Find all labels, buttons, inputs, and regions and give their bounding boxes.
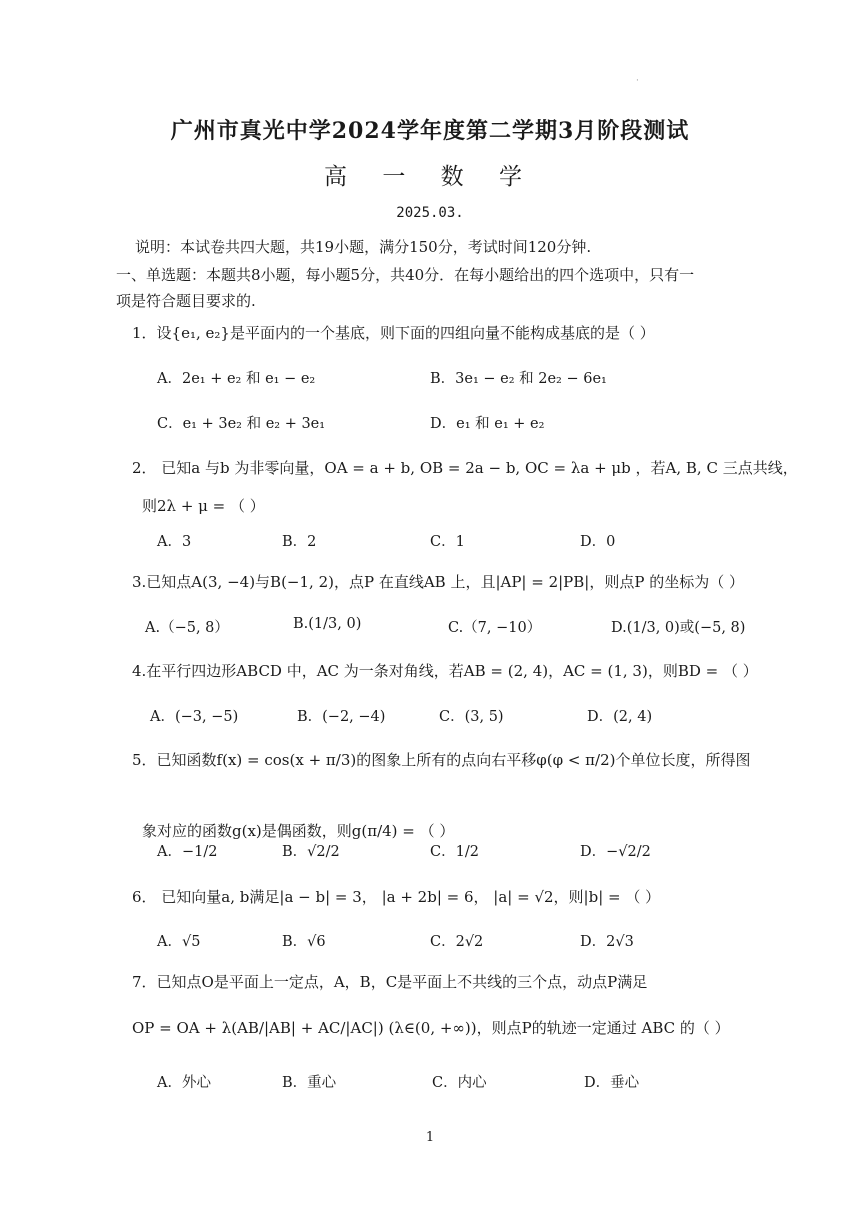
- question-6-option-b: B．√6: [282, 934, 326, 950]
- question-5-stem-cont: 象对应的函数g(x)是偶函数，则g(π/4) = （ ）: [142, 822, 455, 840]
- question-1-option-b: B．3e₁ − e₂ 和 2e₂ − 6e₁: [430, 371, 607, 387]
- question-4-option-a: A．(−3, −5): [150, 709, 239, 725]
- question-7-option-d: D．垂心: [584, 1075, 640, 1091]
- question-7-option-c: C．内心: [432, 1075, 487, 1091]
- exam-note: 说明：本试卷共四大题，共19小题，满分150分，考试时间120分钟.: [135, 238, 592, 256]
- question-2-option-d: D．0: [580, 534, 616, 550]
- question-4-stem: 4.在平行四边形ABCD 中，AC 为一条对角线，若AB = (2, 4)，AC = (1, 3)，则BD = （ ）: [132, 662, 758, 680]
- question-3-option-b: B.(1/3, 0): [293, 616, 362, 632]
- section-heading-line1: 一、单选题：本题共8小题，每小题5分，共40分．在每小题给出的四个选项中，只有一: [116, 266, 695, 284]
- exam-date: 2025.03.: [396, 205, 464, 221]
- exam-title: 广州市真光中学2024学年度第二学期3月阶段测试: [170, 118, 690, 144]
- question-6-stem: 6． 已知向量a, b满足|a − b| = 3， |a + 2b| = 6， |a| = √2，则|b| = （ ）: [132, 888, 661, 906]
- question-7-stem: 7．已知点O是平面上一定点，A，B，C是平面上不共线的三个点，动点P满足: [132, 973, 648, 991]
- question-4-option-b: B．(−2, −4): [297, 709, 386, 725]
- question-2-option-b: B．2: [282, 534, 317, 550]
- question-2-option-a: A．3: [157, 534, 192, 550]
- question-4-option-d: D．(2, 4): [587, 709, 653, 725]
- question-4-option-c: C．(3, 5): [439, 709, 504, 725]
- question-5-option-c: C．1/2: [430, 844, 479, 860]
- question-6-option-d: D．2√3: [580, 934, 634, 950]
- question-7-option-b: B．重心: [282, 1075, 337, 1091]
- question-7-option-a: A．外心: [157, 1075, 211, 1091]
- question-5-stem: 5．已知函数f(x) = cos(x + π/3)的图象上所有的点向右平移φ(φ < π/2)个单位长度，所得图: [132, 751, 751, 769]
- page-number: 1: [425, 1130, 435, 1145]
- question-1-stem: 1．设{e₁, e₂}是平面内的一个基底，则下面的四组向量不能构成基底的是（ ）: [132, 324, 655, 342]
- question-1-option-a: A．2e₁ + e₂ 和 e₁ − e₂: [157, 371, 316, 387]
- question-1-option-d: D．e₁ 和 e₁ + e₂: [430, 416, 545, 432]
- question-6-option-c: C．2√2: [430, 934, 484, 950]
- question-2-option-c: C．1: [430, 534, 465, 550]
- question-6-option-a: A．√5: [157, 934, 201, 950]
- exam-subtitle: 高 一 数 学: [324, 164, 536, 190]
- question-3-option-c: C.（7, −10）: [448, 620, 542, 636]
- question-3-option-a: A.（−5, 8）: [145, 620, 229, 636]
- question-2-stem-cont: 则2λ + μ = （ ）: [142, 497, 265, 515]
- question-7-stem-cont: OP = OA + λ(AB/|AB| + AC/|AC|) (λ∈(0, +∞))，则点P的轨迹一定通过 ABC 的（ ）: [132, 1019, 730, 1037]
- question-1-option-c: C．e₁ + 3e₂ 和 e₂ + 3e₁: [157, 416, 326, 432]
- question-3-stem: 3.已知点A(3, −4)与B(−1, 2)，点P 在直线AB 上，且|AP| = 2|PB|，则点P 的坐标为（ ）: [132, 573, 744, 591]
- section-heading-line2: 项是符合题目要求的.: [116, 292, 256, 310]
- corner-mark: ·: [636, 76, 639, 86]
- question-2-stem: 2． 已知a 与b 为非零向量，OA = a + b, OB = 2a − b, OC = λa + μb ，若A, B, C 三点共线，: [132, 459, 798, 477]
- question-3-option-d: D.(1/3, 0)或(−5, 8): [611, 620, 746, 636]
- question-5-option-d: D．−√2/2: [580, 844, 651, 860]
- question-5-option-a: A．−1/2: [157, 844, 218, 860]
- question-5-option-b: B．√2/2: [282, 844, 340, 860]
